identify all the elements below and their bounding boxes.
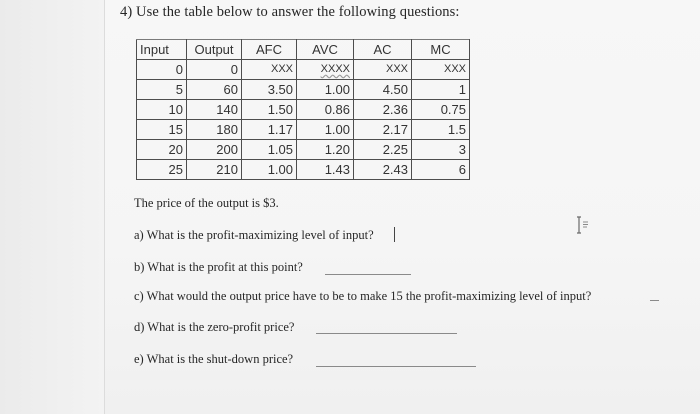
question-c: c) What would the output price have to be to make 15 the profit-maximizing level of input? <box>134 289 592 303</box>
table-cell: XXX <box>242 60 297 80</box>
table-cell: 2.17 <box>354 120 412 140</box>
question-b: b) What is the profit at this point? <box>134 260 303 274</box>
table-cell: 60 <box>187 80 242 100</box>
table-cell: 1.43 <box>297 160 354 180</box>
table-cell: 15 <box>137 120 187 140</box>
header-ac: AC <box>354 40 412 60</box>
table-cell: 3 <box>412 140 470 160</box>
header-avc: AVC <box>297 40 354 60</box>
table-cell: 180 <box>187 120 242 140</box>
table-cell: 0 <box>187 60 242 80</box>
table-cell: 210 <box>187 160 242 180</box>
table-cell: 1.00 <box>297 120 354 140</box>
table-cell: 1.5 <box>412 120 470 140</box>
table-cell: 2.43 <box>354 160 412 180</box>
table-cell: 0 <box>137 60 187 80</box>
table-cell: 6 <box>412 160 470 180</box>
header-output: Output <box>187 40 242 60</box>
table-cell: 200 <box>187 140 242 160</box>
table-cell: 140 <box>187 100 242 120</box>
spellcheck-underlined-text: XXXX <box>320 63 350 75</box>
table-cell: 1.50 <box>242 100 297 120</box>
answer-blank-e[interactable] <box>316 366 476 367</box>
table-cell: 2.36 <box>354 100 412 120</box>
table-row <box>137 60 470 80</box>
text-cursor-icon <box>394 227 395 242</box>
price-statement: The price of the output is $3. <box>134 196 279 210</box>
table-cell: 1.20 <box>297 140 354 160</box>
table-cell: 20 <box>137 140 187 160</box>
answer-blank-c[interactable] <box>650 300 659 301</box>
table-cell: 1.17 <box>242 120 297 140</box>
table-cell: 10 <box>137 100 187 120</box>
question-heading: 4) Use the table below to answer the following questions: <box>120 4 460 20</box>
header-mc: MC <box>412 40 470 60</box>
table-row <box>137 140 470 160</box>
question-a: a) What is the profit-maximizing level of input? <box>134 228 374 242</box>
question-d: d) What is the zero-profit price? <box>134 320 295 334</box>
table-row <box>137 80 470 100</box>
table-cell: 1.00 <box>242 160 297 180</box>
table-cell: 2.25 <box>354 140 412 160</box>
table-cell: 5 <box>137 80 187 100</box>
table-cell: XXX <box>354 60 412 80</box>
left-margin <box>0 0 105 414</box>
table-cell <box>297 60 354 80</box>
header-afc: AFC <box>242 40 297 60</box>
table-cell: 0.86 <box>297 100 354 120</box>
table-cell: 3.50 <box>242 80 297 100</box>
table-header-row <box>137 40 470 60</box>
table-cell: XXX <box>412 60 470 80</box>
table-cell: 1.05 <box>242 140 297 160</box>
table-cell: 1.00 <box>297 80 354 100</box>
table-cell: 1 <box>412 80 470 100</box>
question-e: e) What is the shut-down price? <box>134 352 294 366</box>
table-row <box>137 160 470 180</box>
table-cell: 25 <box>137 160 187 180</box>
answer-blank-b[interactable] <box>325 274 411 275</box>
table-cell: 4.50 <box>354 80 412 100</box>
ibeam-cursor-icon <box>575 216 589 234</box>
cost-table <box>136 39 470 180</box>
table-cell: 0.75 <box>412 100 470 120</box>
table-row <box>137 100 470 120</box>
table-row <box>137 120 470 140</box>
header-input: Input <box>137 40 187 60</box>
answer-blank-d[interactable] <box>316 333 457 334</box>
